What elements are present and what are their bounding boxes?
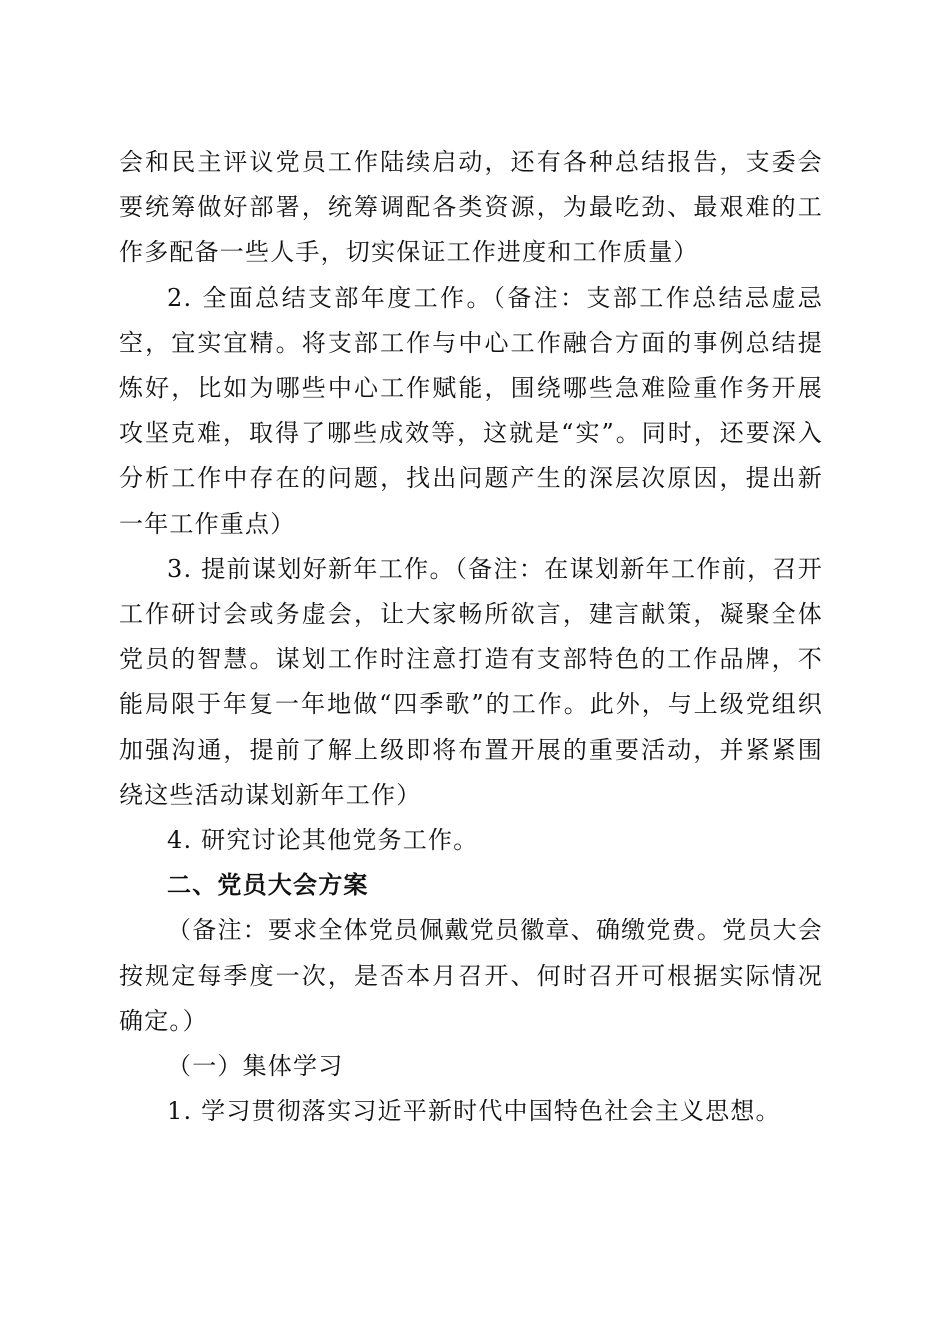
- document-body: [119, 140, 823, 1134]
- paragraph-continuation: 会和民主评议党员工作陆续启动，还有各种总结报告，支委会要统筹做好部署，统筹调配各类资源，为最吃劲、最艰难的工作多配备一些人手，切实保证工作进度和工作质量）: [119, 148, 823, 267]
- note-paragraph: （备注：要求全体党员佩戴党员徽章、确缴党费。党员大会按规定每季度一次，是否本月召开、何时召开可根据实际情况确定。）: [119, 916, 823, 1035]
- section-heading: 二、党员大会方案: [167, 871, 369, 900]
- list-item-2: 2. 全面总结支部年度工作。（备注：支部工作总结忌虚忌空，宜实宜精。将支部工作与中心工作融合方面的事例总结提炼好，比如为哪些中心工作赋能，围绕哪些急难险重作务开展攻坚克难，取得了哪些成效等，这就是“实”。同时，还要深入分析工作中存在的问题，找出问题产生的深层次原因，提出新一年工作重点）: [119, 283, 823, 538]
- list-item-4: 4. 研究讨论其他党务工作。: [167, 826, 479, 855]
- list-item-3: 3. 提前谋划好新年工作。（备注：在谋划新年工作前，召开工作研讨会或务虚会，让大家畅所欲言，建言献策，凝聚全体党员的智慧。谋划工作时注意打造有支部特色的工作品牌，不能局限于年复一年地做“四季歌”的工作。此外，与上级党组织加强沟通，提前了解上级即将布置开展的重要活动，并紧紧围绕这些活动谋划新年工作）: [119, 554, 823, 809]
- list-item-1: 1. 学习贯彻落实习近平新时代中国特色社会主义思想。: [167, 1097, 781, 1126]
- subsection-heading: （一）集体学习: [167, 1052, 344, 1081]
